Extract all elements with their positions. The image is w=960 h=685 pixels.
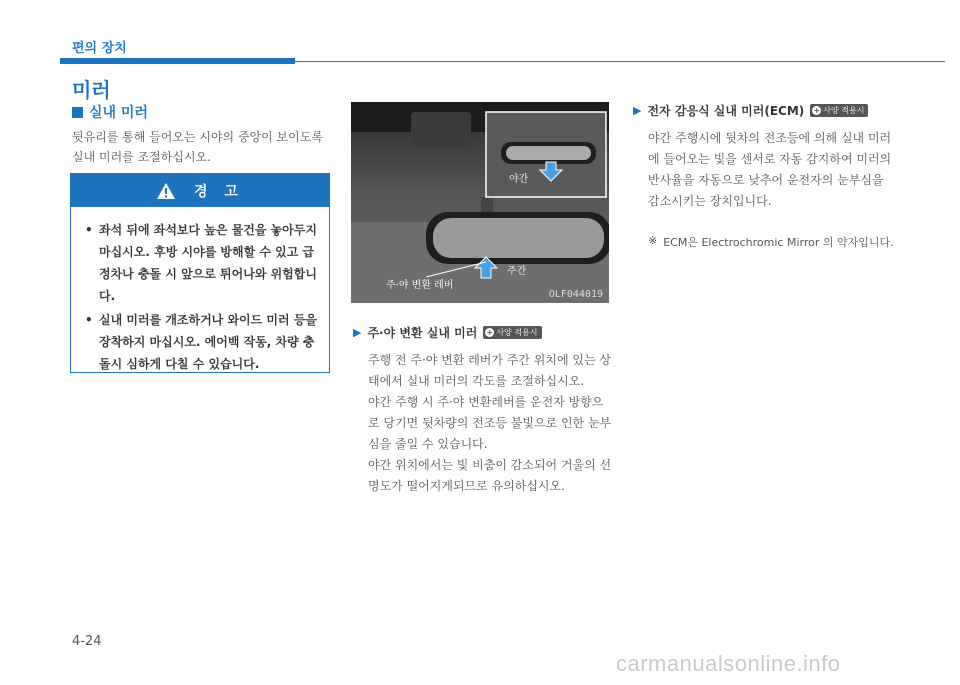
ecm-heading (633, 102, 868, 119)
day-night-heading-text: 주·야 변환 실내 미러 (367, 326, 478, 340)
mirror-photo (351, 102, 609, 303)
figure-code: OLF044019 (548, 289, 603, 300)
header-rule (295, 61, 945, 62)
option-badge (483, 326, 541, 339)
header-title: 편의 장치 (72, 41, 127, 56)
triangle-bullet-icon: ▶ (633, 104, 642, 117)
option-badge-text: 사양 적용시 (823, 106, 865, 115)
page-title: 미러 (72, 78, 111, 102)
night-label: 야간 (509, 174, 529, 185)
header-bar (60, 58, 295, 64)
warning-triangle-icon (156, 182, 176, 200)
warning-header (71, 174, 329, 207)
warning-title: 경 고 (194, 183, 244, 200)
note-mark: ※ (648, 234, 658, 247)
page-number: 4-24 (72, 634, 102, 649)
warning-list (71, 207, 329, 375)
day-night-heading (353, 324, 542, 341)
ecm-body: 야간 주행시에 뒷차의 전조등에 의해 실내 미러에 들어오는 빛을 센서로 자동 감지하여 미러의 반사율을 자동으로 낮추어 운전자의 눈부심을 감소시키는 장치입니다. (648, 131, 892, 208)
intro-text: 뒷유리를 통해 들어오는 시야의 중앙이 보이도록 실내 미러를 조절하십시오. (72, 130, 323, 164)
triangle-bullet-icon: ▶ (353, 326, 362, 339)
paragraph: 야간 주행 시 주·야 변환레버를 운전자 방향으로 당기면 뒷차량의 전조등 불빛으로 인한 눈부심을 줄일 수 있습니다. (368, 395, 612, 451)
section-heading (72, 102, 148, 122)
section-heading-text: 실내 미러 (89, 105, 148, 121)
warning-item: • 좌석 뒤에 좌석보다 높은 물건을 놓아두지 마십시오. 후방 시야를 방해할 수 있고 급정차나 충돌 시 앞으로 튀어나와 위험합니다. (85, 219, 319, 307)
warning-item: • 실내 미러를 개조하거나 와이드 미러 등을 장착하지 마십시오. 에어백 작동, 차량 충돌시 심하게 다칠 수 있습니다. (85, 309, 319, 375)
mirror-illustration (351, 102, 609, 303)
warning-box (70, 173, 330, 373)
square-bullet-icon (72, 107, 83, 118)
paragraph: 야간 위치에서는 빛 비춤이 감소되어 거울의 선명도가 떨어지게되므로 유의하십시오. (368, 458, 612, 493)
plus-icon: + (813, 106, 821, 115)
ecm-heading-text: 전자 감응식 실내 미러(ECM) (647, 104, 805, 118)
paragraph: 주행 전 주·야 변환 레버가 주간 위치에 있는 상태에서 실내 미러의 각도를 조절하십시오. (368, 353, 611, 388)
plus-icon: + (486, 328, 494, 337)
watermark: carmanualsonline.info (616, 651, 841, 676)
option-badge-text: 사양 적용시 (496, 328, 538, 337)
lever-label: 주·야 변환 레버 (386, 280, 454, 291)
day-label: 주간 (507, 266, 527, 277)
option-badge (810, 104, 868, 117)
day-night-body (368, 350, 613, 497)
ecm-note (648, 234, 894, 250)
note-text: ECM은 Electrochromic Mirror 의 약자입니다. (663, 236, 894, 249)
